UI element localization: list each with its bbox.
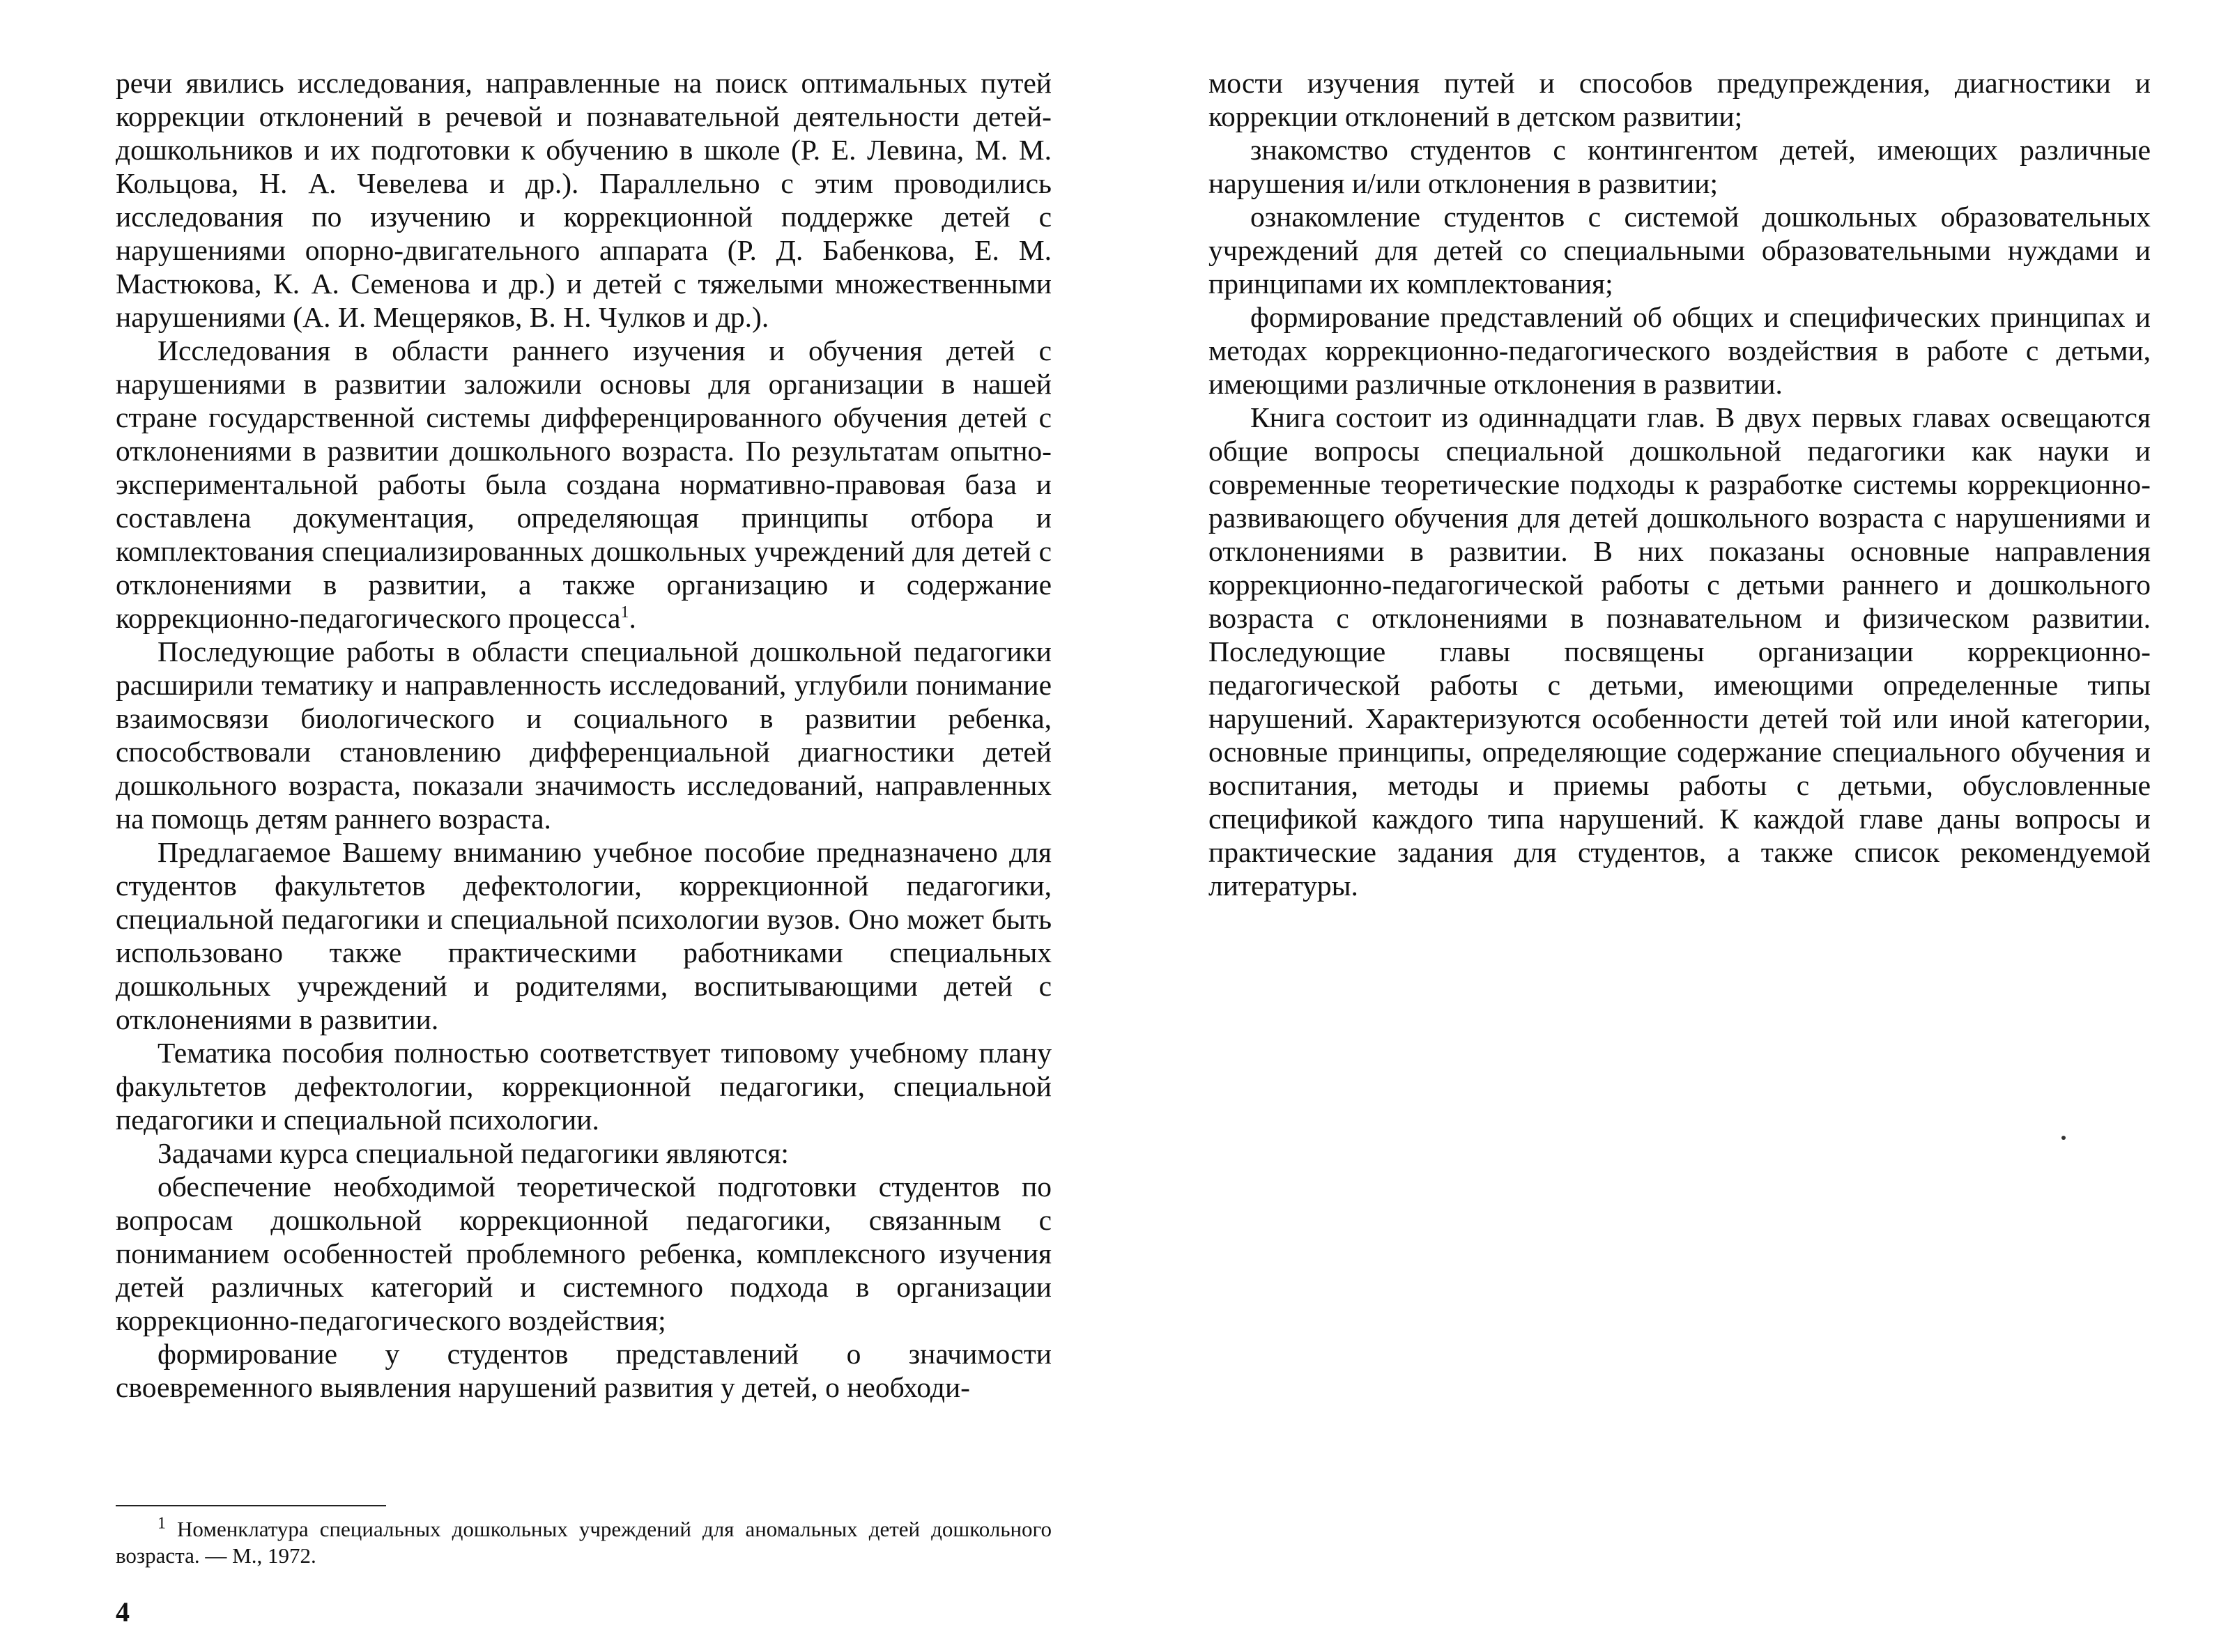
left-paragraph-2: Исследования в области раннего изучения и обучения детей с нарушениями в развитии заложили основы для организации в нашей стране государственной системы дифференцированного обучения детей с отклонениями в развитии дошкольного возраста. По результатам опытно-экспериментальной работы была создана нормативно-правовая база и составлена документация, определяющая принципы отбора и комплектования специализированных дошкольных учреждений для детей с отклонениями в развитии, а также организацию и содержание коррекционно-педагогического процесса$^1$. [116,334,1052,634]
left-paragraph-1: речи явились исследования, направленные на поиск оптимальных путей коррекции отклонений в речевой и познавательной деятельности детей-дошкольников и их подготовки к обучению в школе (Р. Е. Левина, М. М. Кольцова, Н. А. Чевелева и др.). Параллельно с этим проводились исследования по изучению и коррекционной поддержке детей с нарушениями опорно-двигательного аппарата (Р. Д. Бабенкова, Е. М. Мастюкова, К. А. Семенова и др.) и детей с тяжелыми множественными нарушениями (А. И. Мещеряков, В. Н. Чулков и др.). [116,67,1052,333]
footnote-text: Номенклатура специальных дошкольных учреждений для аномальных детей дошкольного возраста. — М., 1972. [116,1517,1052,1568]
left-paragraph-7: обеспечение необходимой теоретической подготовки студентов по вопросам дошкольной коррекционной педагогики, связанным с пониманием особенностей проблемного ребенка, комплексного изучения детей различных категорий и системного подхода в организации коррекционно-педагогического воздействия; [116,1171,1052,1336]
left-paragraph-8: формирование у студентов представлений о значимости своевременного выявления нарушений развития у детей, о необходи- [116,1338,1052,1403]
footnote-ref: 1 [620,603,629,622]
left-paragraph-3: Последующие работы в области специальной дошкольной педагогики расширили тематику и направленность исследований, углубили понимание взаимосвязи биологического и социального в развитии ребенка, способствовали становлению дифференциальной диагностики детей дошкольного возраста, показали значимость исследований, направленных на помощь детям раннего возраста. [116,635,1052,835]
right-paragraph-4: формирование представлений об общих и специфических принципах и методах коррекционно-педагогического воздействия в работе с детьми, имеющими различные отклонения в развитии. [1208,301,2151,400]
footnote-marker: 1 [158,1514,166,1533]
scan-speck [2061,1136,2066,1140]
left-paragraph-6: Задачами курса специальной педагогики являются: [158,1137,789,1169]
footnote [116,1516,1052,1569]
right-paragraph-1: мости изучения путей и способов предупреждения, диагностики и коррекции отклонений в детском развитии; [1208,67,2151,132]
page-number: 4 [116,1596,130,1628]
right-paragraph-5: Книга состоит из одиннадцати глав. В двух первых главах освещаются общие вопросы специальной дошкольной педагогики как науки и современные теоретические подходы к разработке системы коррекционно-развивающего обучения для детей дошкольного возраста с нарушениями и отклонениями в развитии. В них показаны основные направления коррекционно-педагогической работы с детьми раннего и дошкольного возраста с отклонениями в познавательном и физическом развитии. Последующие главы посвящены организации коррекционно-педагогической работы с детьми, имеющими определенные типы нарушений. Характеризуются особенности детей той или иной категории, основные принципы, определяющие содержание специального обучения и воспитания, методы и приемы работы с детьми, обусловленные спецификой каждого типа нарушений. К каждой главе даны вопросы и практические задания для студентов, а также список рекомендуемой литературы. [1208,401,2151,902]
left-paragraph-2-text: Исследования в области раннего изучения и обучения детей с нарушениями в развитии заложили основы для организации в нашей стране государственной системы дифференцированного обучения детей с отклонениями в развитии дошкольного возраста. По результатам опытно-экспериментальной работы была создана нормативно-правовая база и составлена документация, определяющая принципы отбора и комплектования специализированных дошкольных учреждений для детей с отклонениями в развитии, а также организацию и содержание коррекционно-педагогического процесса [116,334,1052,634]
right-paragraph-2: знакомство студентов с контингентом детей, имеющих различные нарушения и/или отклонения в развитии; [1208,134,2151,199]
footnote-paragraph [116,1516,1052,1569]
footnote-divider [116,1505,386,1506]
left-paragraph-4: Предлагаемое Вашему вниманию учебное пособие предназначено для студентов факультетов дефектологии, коррекционной педагогики, специальной педагогики и специальной психологии вузов. Оно может быть использовано также практическими работниками специальных дошкольных учреждений и родителями, воспитывающими детей с отклонениями в развитии. [116,836,1052,1035]
right-paragraph-3: ознакомление студентов с системой дошкольных образовательных учреждений для детей со специальными образовательными нуждами и принципами их комплектования; [1208,201,2151,300]
right-page-text [1208,66,2151,902]
left-page-text [116,66,1052,1404]
left-paragraph-5: Тематика пособия полностью соответствует типовому учебному плану факультетов дефектологии, коррекционной педагогики, специальной педагогики и специальной психологии. [116,1037,1052,1136]
